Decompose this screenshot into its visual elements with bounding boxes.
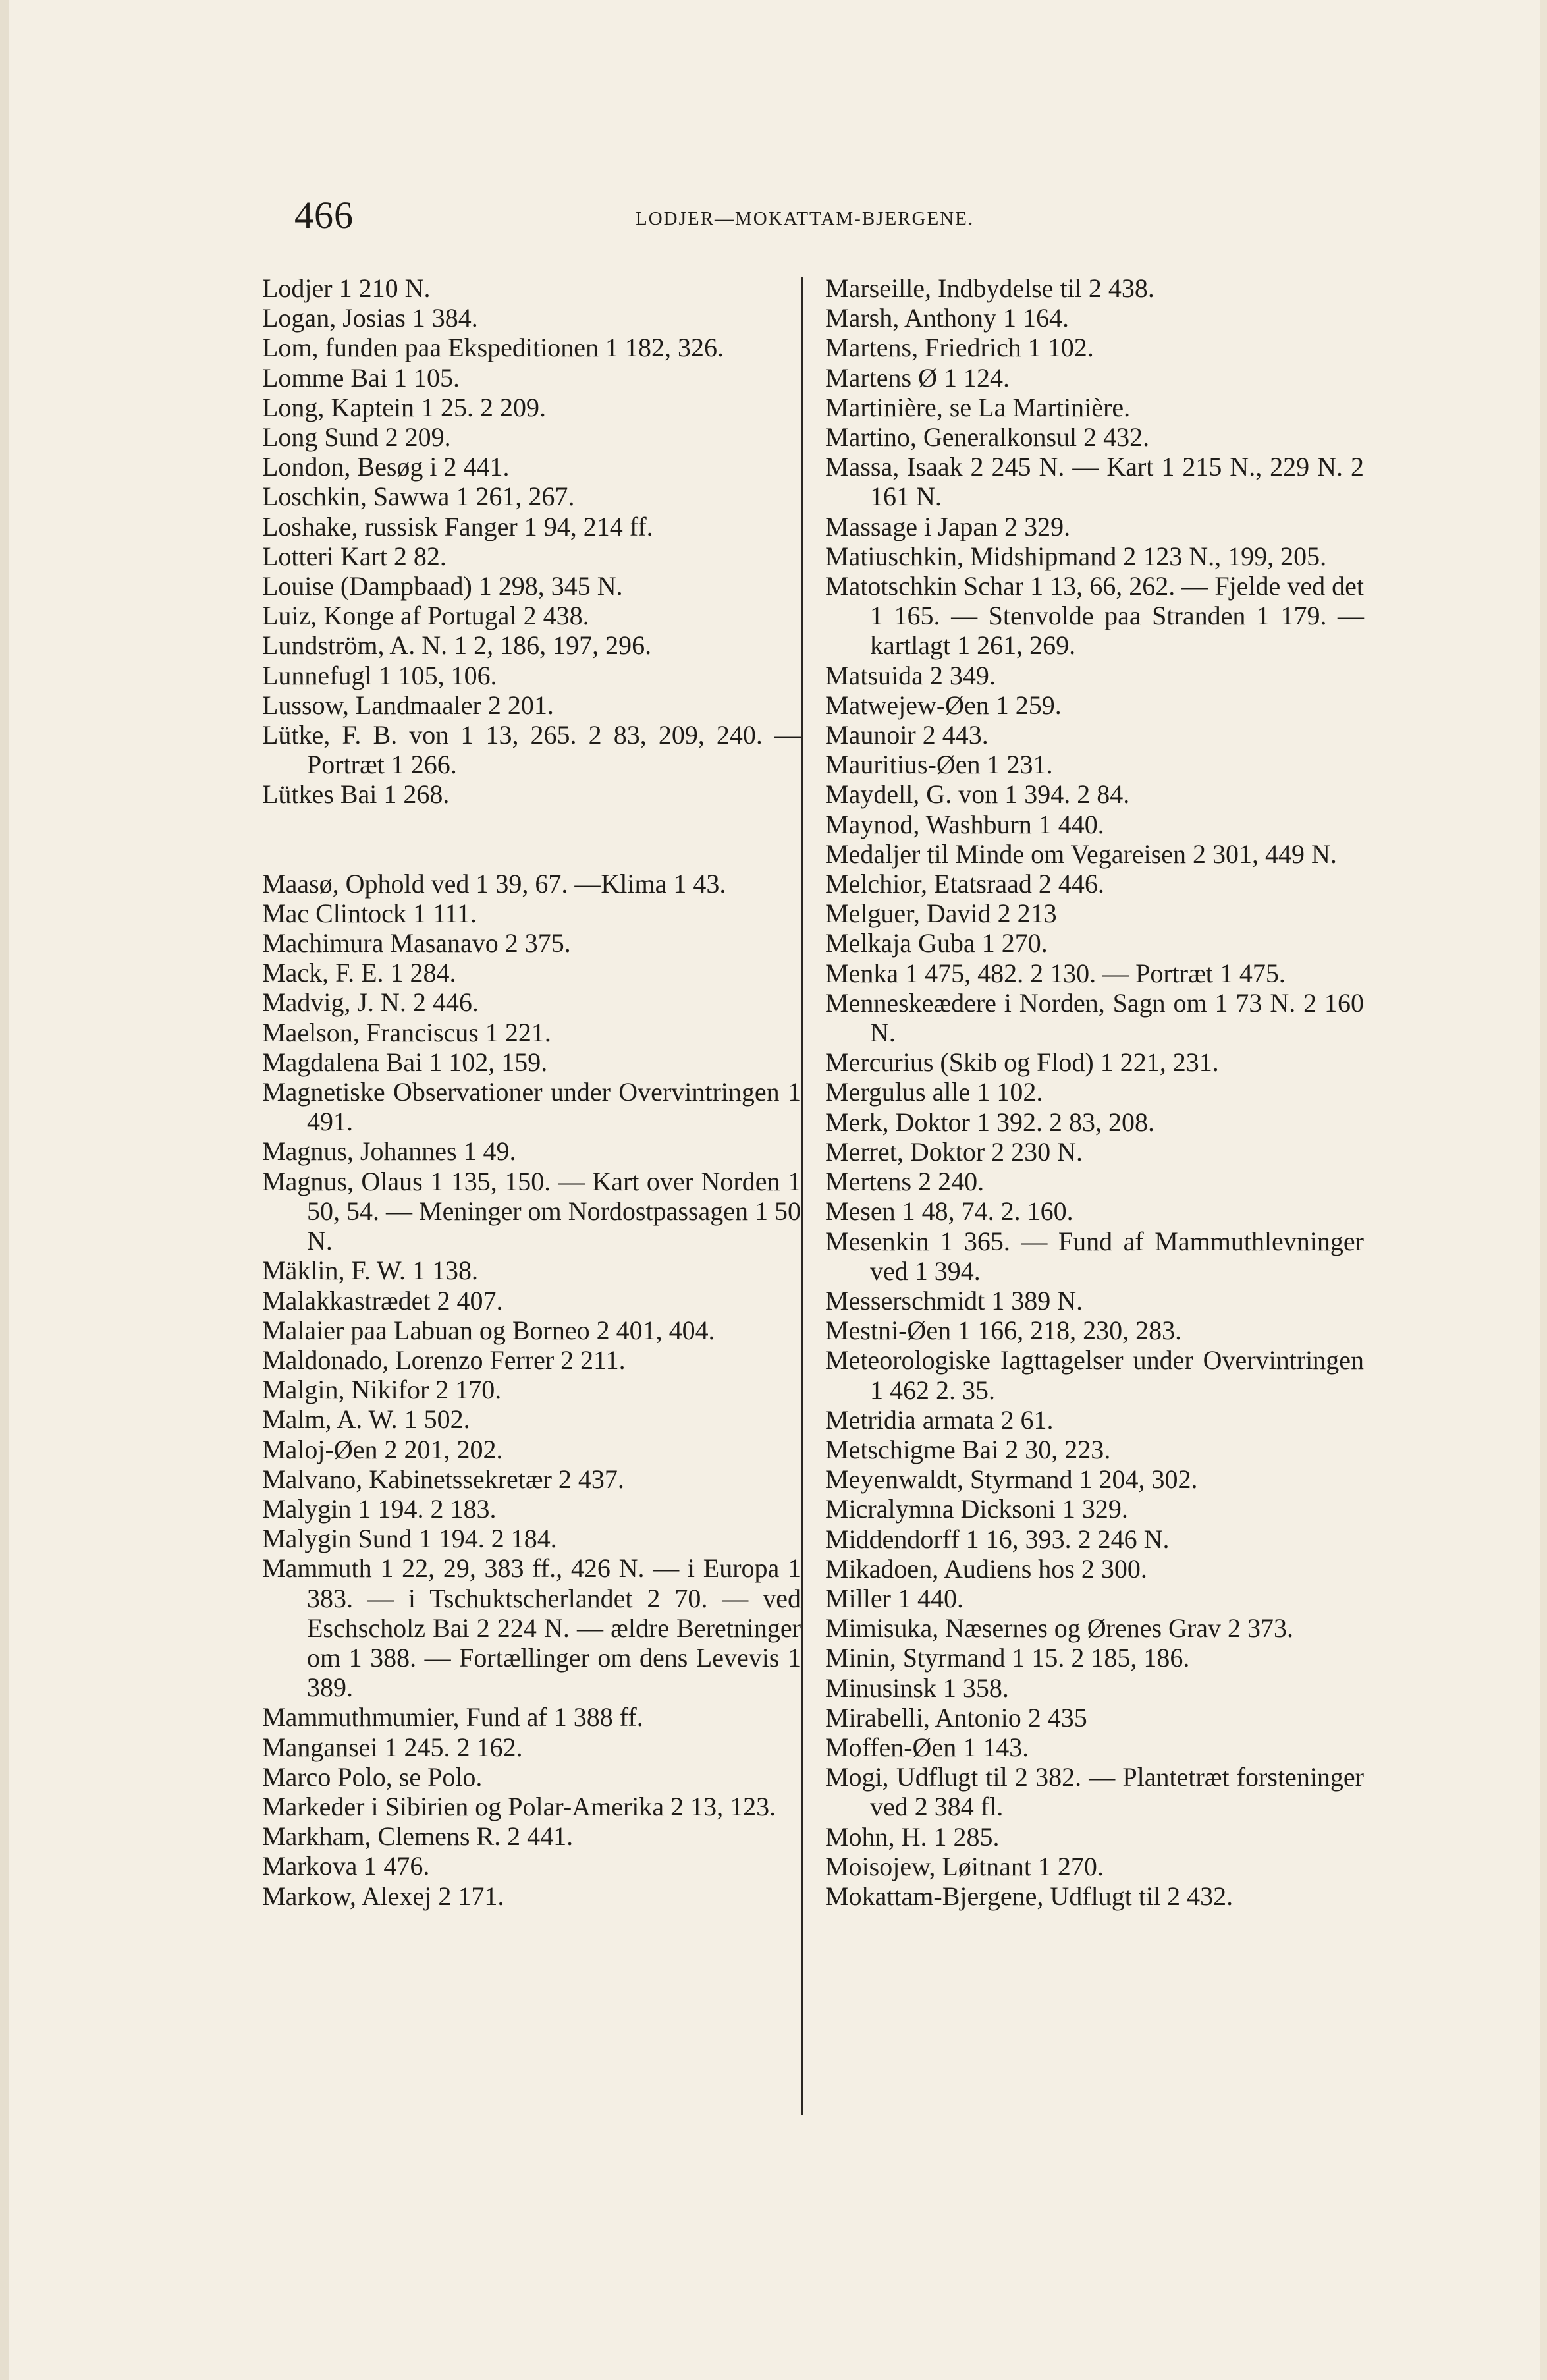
index-entry: Mirabelli, Antonio 2 435: [825, 1702, 1087, 1732]
index-entry: Machimura Masanavo 2 375.: [262, 928, 571, 958]
index-entry: Mimisuka, Næsernes og Ørenes Grav 2 373.: [825, 1613, 1293, 1644]
index-entry: Miller 1 440.: [825, 1583, 963, 1613]
index-entry: Medaljer til Minde om Vegareisen 2 301, 449 N.: [825, 839, 1337, 869]
index-entry: Maynod, Washburn 1 440.: [825, 809, 1104, 839]
index-entry: Malygin Sund 1 194. 2 184.: [262, 1524, 557, 1554]
right-column: [825, 273, 1364, 1911]
running-head: LODJER—MOKATTAM-BJERGENE.: [636, 208, 975, 229]
index-entry: Maasø, Ophold ved 1 39, 67. —Klima 1 43.: [262, 868, 726, 899]
index-entry: Malvano, Kabinetssekretær 2 437.: [262, 1464, 624, 1494]
index-section-lo: [262, 273, 801, 810]
index-entry: Mack, F. E. 1 284.: [262, 958, 456, 988]
index-entry: Martens, Friedrich 1 102.: [825, 333, 1094, 363]
index-entry: Maunoir 2 443.: [825, 720, 989, 750]
index-entry: Malm, A. W. 1 502.: [262, 1404, 470, 1435]
index-entry: Marsh, Anthony 1 164.: [825, 303, 1069, 333]
index-entry: Merret, Doktor 2 230 N.: [825, 1136, 1083, 1167]
index-entry: Meteorologiske Iagttagelser under Overvintringen 1 462 2. 35.: [825, 1345, 1364, 1405]
index-entry: Malgin, Nikifor 2 170.: [262, 1375, 502, 1405]
column-divider: [801, 277, 803, 2115]
index-entry: Logan, Josias 1 384.: [262, 303, 478, 333]
index-entry: Martens Ø 1 124.: [825, 362, 1010, 393]
index-entry: Louise (Dampbaad) 1 298, 345 N.: [262, 571, 623, 601]
index-entry: Merk, Doktor 1 392. 2 83, 208.: [825, 1107, 1154, 1137]
left-column: [262, 273, 801, 1911]
index-entry: Lütkes Bai 1 268.: [262, 779, 450, 810]
index-entry: Loshake, russisk Fanger 1 94, 214 ff.: [262, 511, 653, 541]
index-entry: Madvig, J. N. 2 446.: [262, 987, 479, 1018]
index-entry: Moisojew, Løitnant 1 270.: [825, 1851, 1104, 1881]
index-entry: Long, Kaptein 1 25. 2 209.: [262, 392, 547, 422]
index-entry: Mokattam-Bjergene, Udflugt til 2 432.: [825, 1881, 1234, 1911]
index-entry: Maelson, Franciscus 1 221.: [262, 1017, 551, 1047]
index-entry: Mammuth 1 22, 29, 383 ff., 426 N. — i Europa 1 383. — i Tschuktscherlandet 2 70. — ved Eschscholz Bai 2 224 N. — ældre Beretninger om 1 388. — Fortællinger om dens Levevis 1 389.: [262, 1553, 801, 1703]
index-entry: Marseille, Indbydelse til 2 438.: [825, 273, 1154, 303]
index-entry: Minin, Styrmand 1 15. 2 185, 186.: [825, 1643, 1190, 1673]
index-entry: Markova 1 476.: [262, 1851, 430, 1881]
index-entry: Magnus, Olaus 1 135, 150. — Kart over Norden 1 50, 54. — Meninger om Nordostpassagen 1 50 N.: [262, 1166, 801, 1256]
index-section-ma-mo: [825, 273, 1364, 1911]
index-entry: Mogi, Udflugt til 2 382. — Plantetræt forsteninger ved 2 384 fl.: [825, 1762, 1364, 1822]
index-entry: Lotteri Kart 2 82.: [262, 541, 447, 571]
index-entry: Meyenwaldt, Styrmand 1 204, 302.: [825, 1464, 1198, 1495]
index-entry: Melkaja Guba 1 270.: [825, 928, 1048, 958]
index-entry: Lussow, Landmaaler 2 201.: [262, 690, 554, 720]
index-entry: Mesen 1 48, 74. 2. 160.: [825, 1196, 1073, 1227]
index-entry: Menka 1 475, 482. 2 130. — Portræt 1 475.: [825, 958, 1286, 988]
index-entry: Martinière, se La Martinière.: [825, 392, 1131, 422]
index-entry: Metridia armata 2 61.: [825, 1404, 1054, 1435]
index-entry: Melchior, Etatsraad 2 446.: [825, 869, 1104, 899]
index-entry: Messerschmidt 1 389 N.: [825, 1285, 1083, 1315]
index-entry: Mac Clintock 1 111.: [262, 898, 477, 928]
index-entry: Matsuida 2 349.: [825, 660, 996, 690]
index-entry: Magnus, Johannes 1 49.: [262, 1136, 516, 1167]
index-entry: Metschigme Bai 2 30, 223.: [825, 1434, 1111, 1464]
index-entry: Magdalena Bai 1 102, 159.: [262, 1047, 548, 1077]
index-entry: Malygin 1 194. 2 183.: [262, 1493, 497, 1524]
index-entry: Mesenkin 1 365. — Fund af Mammuthlevninger ved 1 394.: [825, 1226, 1364, 1286]
index-entry: Mangansei 1 245. 2 162.: [262, 1732, 523, 1762]
index-entry: Magnetiske Observationer under Overvintringen 1 491.: [262, 1077, 801, 1137]
index-entry: Massa, Isaak 2 245 N. — Kart 1 215 N., 229 N. 2 161 N.: [825, 452, 1364, 512]
index-entry: Mauritius-Øen 1 231.: [825, 750, 1053, 780]
index-entry: Menneskeædere i Norden, Sagn om 1 73 N. 2 160 N.: [825, 987, 1364, 1048]
index-entry: Matiuschkin, Midshipmand 2 123 N., 199, 205.: [825, 541, 1327, 571]
index-entry: Markham, Clemens R. 2 441.: [262, 1821, 574, 1852]
index-section-ma: [262, 869, 801, 1911]
index-entry: Lodjer 1 210 N.: [262, 273, 431, 303]
index-entry: Maydell, G. von 1 394. 2 84.: [825, 779, 1130, 810]
index-entry: London, Besøg i 2 441.: [262, 452, 510, 482]
index-entry: Loschkin, Sawwa 1 261, 267.: [262, 482, 575, 512]
index-entry: Markeder i Sibirien og Polar-Amerika 2 13, 123.: [262, 1791, 776, 1821]
index-entry: Luiz, Konge af Portugal 2 438.: [262, 601, 589, 631]
index-entry: Mammuthmumier, Fund af 1 388 ff.: [262, 1702, 643, 1732]
index-entry: Mestni-Øen 1 166, 218, 230, 283.: [825, 1315, 1182, 1346]
index-entry: Marco Polo, se Polo.: [262, 1761, 483, 1792]
index-entry: Malaier paa Labuan og Borneo 2 401, 404.: [262, 1315, 715, 1345]
section-gap: [262, 810, 801, 869]
page-number: 466: [294, 194, 354, 236]
index-entry: Mäklin, F. W. 1 138.: [262, 1256, 478, 1286]
index-entry: Maloj-Øen 2 201, 202.: [262, 1434, 503, 1464]
index-entry: Moffen-Øen 1 143.: [825, 1732, 1029, 1762]
index-entry: Lütke, F. B. von 1 13, 265. 2 83, 209, 240. — Portræt 1 266.: [262, 720, 801, 780]
index-entry: Minusinsk 1 358.: [825, 1673, 1009, 1703]
index-entry: Mohn, H. 1 285.: [825, 1821, 1000, 1852]
index-entry: Long Sund 2 209.: [262, 422, 451, 453]
index-entry: Mikadoen, Audiens hos 2 300.: [825, 1553, 1147, 1584]
index-entry: Lomme Bai 1 105.: [262, 362, 460, 393]
index-entry: Mertens 2 240.: [825, 1167, 985, 1197]
index-entry: Markow, Alexej 2 171.: [262, 1881, 504, 1911]
index-entry: Mergulus alle 1 102.: [825, 1077, 1043, 1107]
index-entry: Lunnefugl 1 105, 106.: [262, 660, 497, 690]
index-entry: Matwejew-Øen 1 259.: [825, 690, 1062, 720]
index-entry: Lom, funden paa Ekspeditionen 1 182, 326.: [262, 333, 724, 363]
index-entry: Mercurius (Skib og Flod) 1 221, 231.: [825, 1047, 1219, 1078]
index-entry: Massage i Japan 2 329.: [825, 511, 1071, 541]
index-entry: Maldonado, Lorenzo Ferrer 2 211.: [262, 1344, 626, 1375]
index-entry: Matotschkin Schar 1 13, 66, 262. — Fjelde ved det 1 165. — Stenvolde paa Stranden 1 179. — kartlagt 1 261, 269.: [825, 571, 1364, 661]
index-entry: Lundström, A. N. 1 2, 186, 197, 296.: [262, 630, 652, 661]
index-entry: Micralymna Dicksoni 1 329.: [825, 1494, 1128, 1524]
index-entry: Middendorff 1 16, 393. 2 246 N.: [825, 1524, 1170, 1554]
index-entry: Malakkastrædet 2 407.: [262, 1285, 503, 1315]
index-entry: Martino, Generalkonsul 2 432.: [825, 422, 1150, 453]
index-entry: Melguer, David 2 213: [825, 899, 1057, 929]
